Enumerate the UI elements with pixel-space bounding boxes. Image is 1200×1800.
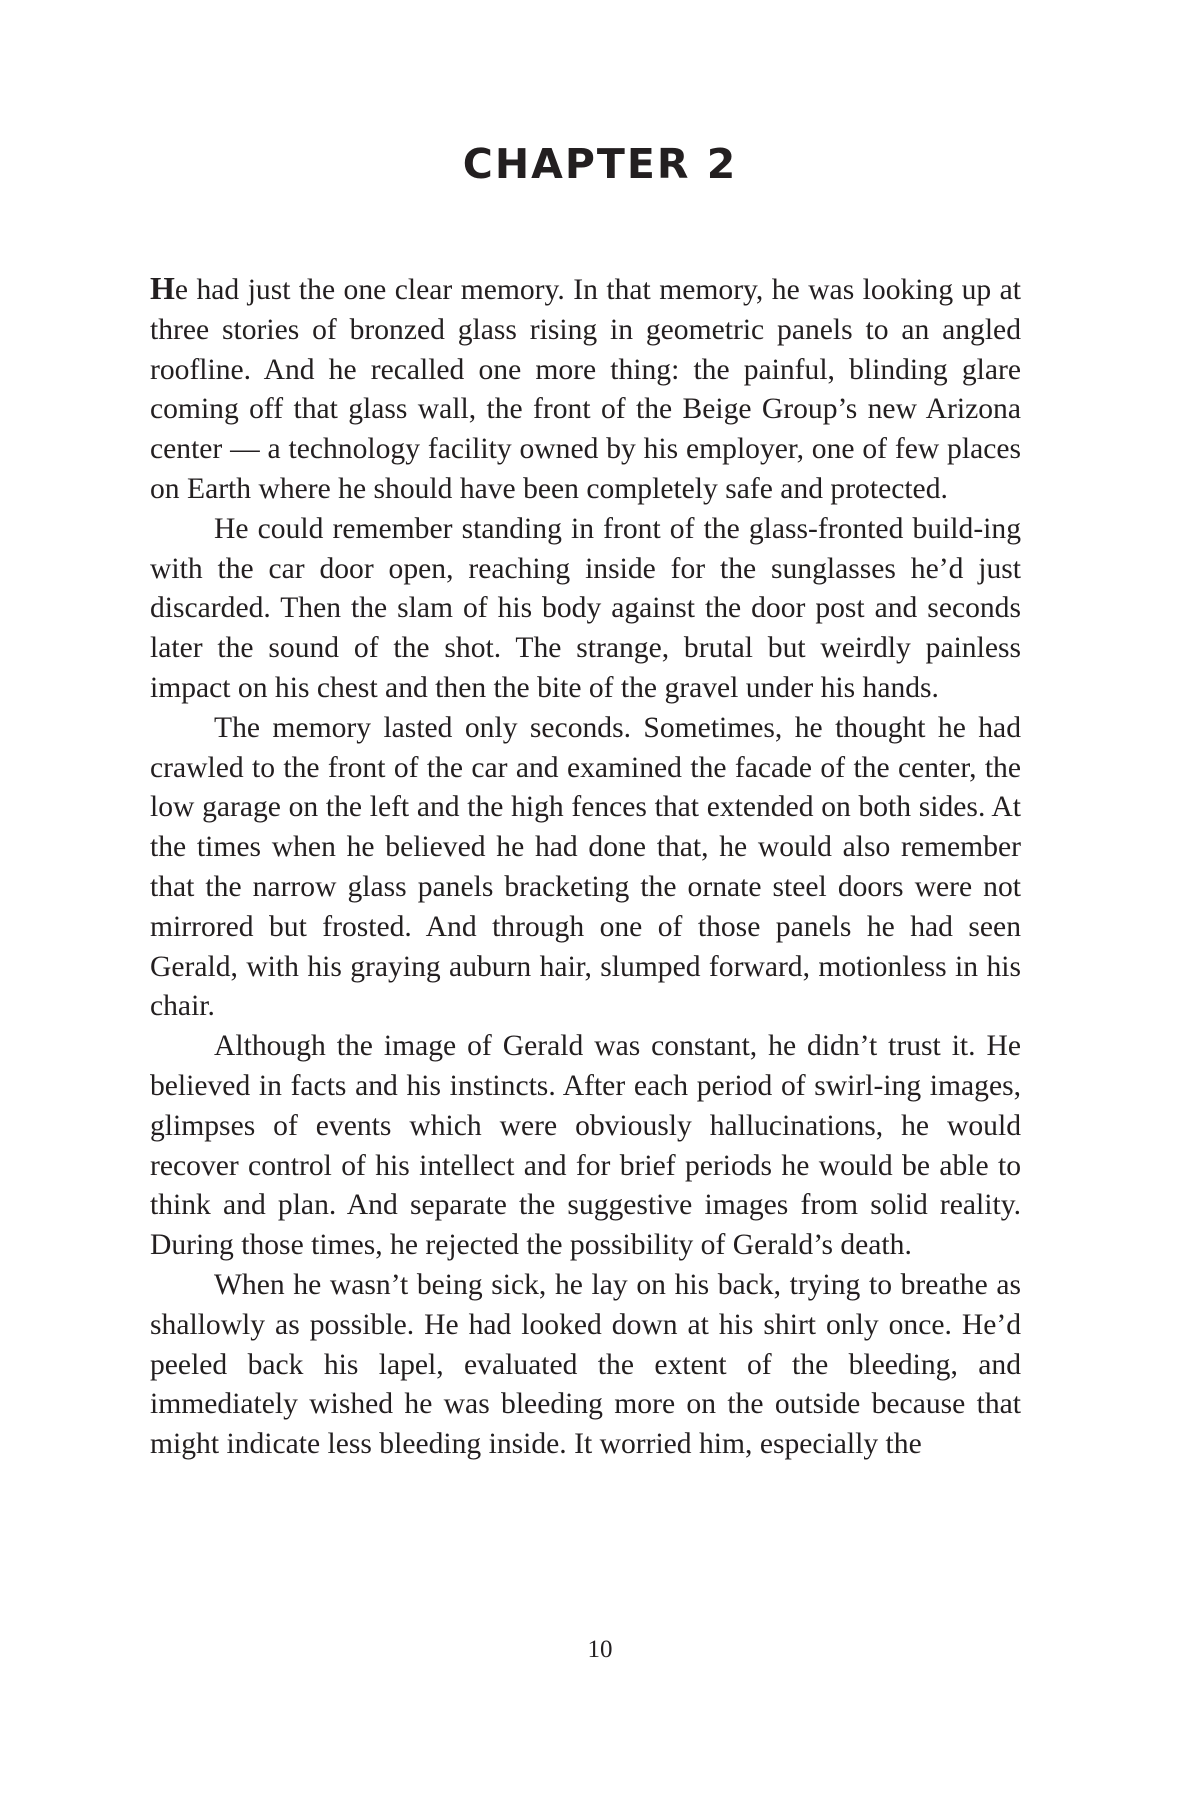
paragraph-2: He could remember standing in front of the glass-fronted build-ing with the car door open, reaching inside for the sunglasses he’d just discarded. Then the slam of his body against the door post and seconds later the sound of the shot. The strange, brutal but weirdly painless impact on his chest and then the bite of the gravel under his hands. [150, 512, 1021, 704]
paragraph-1 [150, 269, 1021, 510]
paragraph-1-text: e had just the one clear memory. In that memory, he was looking up at three stories of bronzed glass rising in geometric panels to an angled roofline. And he recalled one more thing: the painful, blinding glare coming off that glass wall, the front of the Beige Group’s new Arizona center — a technology facility owned by his employer, one of few places on Earth where he should have been completely safe and protected. [150, 274, 1021, 505]
page-number: 10 [587, 1636, 613, 1663]
initial-letter: H [150, 270, 175, 306]
paragraph-3: The memory lasted only seconds. Sometimes, he thought he had crawled to the front of the car and examined the facade of the center, the low garage on the left and the high fences that extended on both sides. At the times when he believed he had done that, he would also remember that the narrow glass panels bracketing the ornate steel doors were not mirrored but frosted. And through one of those panels he had seen Gerald, with his graying auburn hair, slumped forward, motionless in his chair. [150, 711, 1021, 1023]
paragraph-5: When he wasn’t being sick, he lay on his back, trying to breathe as shallowly as possible. He had looked down at his shirt only once. He’d peeled back his lapel, evaluated the extent of the bleeding, and immediately wished he was bleeding more on the outside because that might indicate less bleeding inside. It worried him, especially the [150, 1268, 1021, 1461]
paragraph-4: Although the image of Gerald was constant, he didn’t trust it. He believed in facts and his instincts. After each period of swirl-ing images, glimpses of events which were obviously hallucinations, he would recover control of his intellect and for brief periods he would be able to think and plan. And separate the suggestive images from solid reality. During those times, he rejected the possibility of Gerald’s death. [150, 1030, 1021, 1262]
chapter-title: CHAPTER 2 [462, 140, 738, 188]
chapter-body [150, 269, 1021, 1465]
